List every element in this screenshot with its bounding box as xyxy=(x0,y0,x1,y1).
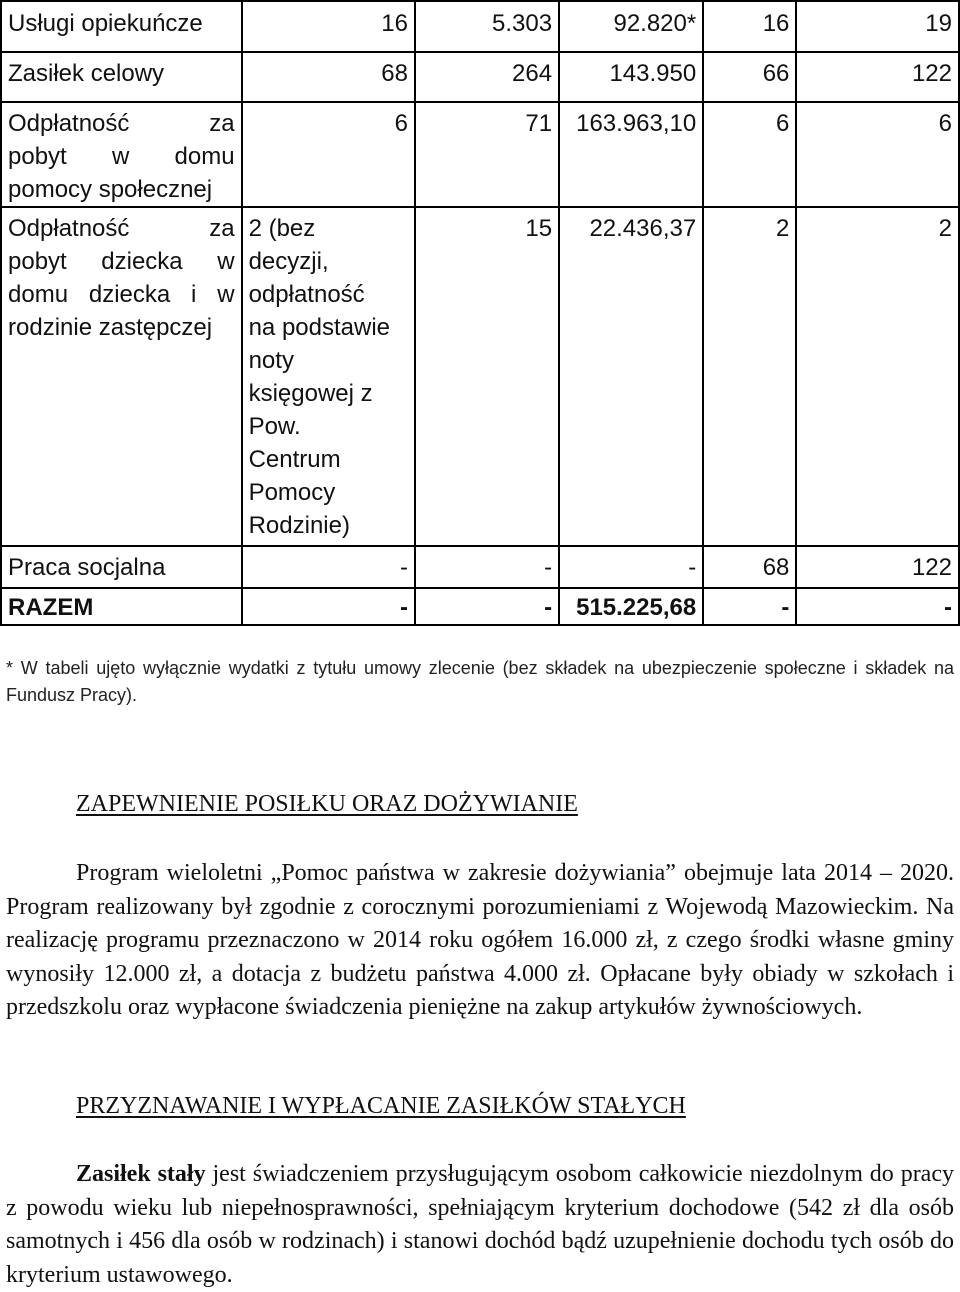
table-row xyxy=(1,207,959,546)
row-name xyxy=(1,207,242,546)
name-word: pobyt xyxy=(8,248,67,275)
cell-value: 2 xyxy=(703,207,796,546)
cell-value: - xyxy=(796,588,959,625)
section-paragraph xyxy=(6,857,954,1025)
name-word: i xyxy=(191,281,197,308)
cell-value: - xyxy=(703,588,796,625)
note-line: księgowej z xyxy=(248,380,373,407)
cell-value: 2 xyxy=(796,207,959,546)
name-line xyxy=(8,140,235,173)
name-line xyxy=(8,278,235,311)
cell-value: - xyxy=(559,546,703,588)
cell-value: 22.436,37 xyxy=(559,207,703,546)
cell-value: 6 xyxy=(796,102,959,207)
note-line: 2 (bez xyxy=(248,215,316,242)
cell-value: 66 xyxy=(703,52,796,102)
table-row xyxy=(1,52,959,102)
cell-value: - xyxy=(415,546,559,588)
cell-value: 163.963,10 xyxy=(559,102,703,207)
row-name: RAZEM xyxy=(1,588,242,625)
name-line: rodzinie zastępczej xyxy=(8,314,213,341)
name-word: domu xyxy=(8,281,69,308)
cell-value: 15 xyxy=(415,207,559,546)
name-word: Odpłatność xyxy=(8,215,130,242)
note-line: Centrum xyxy=(248,446,341,473)
name-word: dziecka xyxy=(101,248,183,275)
row-name: Usługi opiekuńcze xyxy=(1,1,242,52)
cell-value: 68 xyxy=(242,52,415,102)
paragraph-lead: Zasiłek stały xyxy=(76,1161,206,1187)
note-line: Rodzinie) xyxy=(248,512,350,539)
cell-value: 6 xyxy=(242,102,415,207)
name-line: pomocy społecznej xyxy=(8,176,213,203)
cell-value: 16 xyxy=(703,1,796,52)
name-word: Odpłatność xyxy=(8,110,130,137)
paragraph-text: Program wieloletni „Pomoc państwa w zakresie dożywiania” obejmuje lata 2014 – 2020. Program realizowany był zgodnie z corocznymi porozumieniami z Wojewodą Mazowieckim. Na realizację programu przeznaczono w 2014 roku ogółem 16.000 zł, z czego środki własne gminy wynosiły 12.000 zł, a dotacja z budżetu państwa 4.000 zł. Opłacane były obiady w szkołach i przedszkolu oraz wypłacone świadczenia pieniężne na zakup artykułów żywnościowych. xyxy=(6,860,954,1020)
name-line xyxy=(8,107,235,140)
name-word: pobyt xyxy=(8,143,67,170)
cell-value: - xyxy=(415,588,559,625)
paragraph-text: jest świadczeniem przysługującym osobom całkowicie niezdolnym do pracy z powodu wieku lub niepełnosprawności, spełniającym kryterium dochodowe (542 zł dla osób samotnych i 456 dla osób w rodzinach) i stanowi dochód bądź uzupełnienie dochodu tych osób do kryterium ustawowego. xyxy=(6,1161,954,1288)
cell-value: 71 xyxy=(415,102,559,207)
name-word: za xyxy=(209,110,235,137)
table-row xyxy=(1,546,959,588)
services-table xyxy=(0,0,960,626)
note-line: noty xyxy=(248,347,294,374)
section-paragraph xyxy=(6,1158,954,1292)
cell-value: 6 xyxy=(703,102,796,207)
cell-value: 19 xyxy=(796,1,959,52)
cell-value: 92.820* xyxy=(559,1,703,52)
name-word: domu xyxy=(174,143,235,170)
note-line: decyzji, xyxy=(248,248,329,275)
row-name: Praca socjalna xyxy=(1,546,242,588)
name-line xyxy=(8,212,235,245)
cell-value: 515.225,68 xyxy=(559,588,703,625)
cell-value: 68 xyxy=(703,546,796,588)
note-line: odpłatność xyxy=(248,281,365,308)
cell-value: - xyxy=(242,588,415,625)
name-word: w xyxy=(217,281,235,308)
row-name xyxy=(1,102,242,207)
cell-note xyxy=(242,207,415,546)
cell-value: 122 xyxy=(796,52,959,102)
cell-value: 264 xyxy=(415,52,559,102)
name-word: za xyxy=(209,215,235,242)
table-footnote: * W tabeli ujęto wyłącznie wydatki z tytułu umowy zlecenie (bez składek na ubezpieczenie społeczne i składek na Fundusz Pracy). xyxy=(6,658,954,705)
cell-value: 122 xyxy=(796,546,959,588)
row-name: Zasiłek celowy xyxy=(1,52,242,102)
section-heading: PRZYZNAWANIE I WYPŁACANIE ZASIŁKÓW STAŁYCH xyxy=(76,1093,686,1119)
note-line: Pomocy xyxy=(248,479,336,506)
name-line xyxy=(8,245,235,278)
name-word: w xyxy=(217,248,235,275)
table-row xyxy=(1,1,959,52)
name-word: w xyxy=(111,143,130,170)
total-row xyxy=(1,588,959,625)
cell-value: 16 xyxy=(242,1,415,52)
name-word: dziecka xyxy=(88,281,171,308)
note-line: na podstawie xyxy=(248,314,391,341)
section-heading: ZAPEWNIENIE POSIŁKU ORAZ DOŻYWIANIE xyxy=(76,791,578,817)
cell-value: - xyxy=(242,546,415,588)
cell-value: 5.303 xyxy=(415,1,559,52)
cell-value: 143.950 xyxy=(559,52,703,102)
table-row xyxy=(1,102,959,207)
note-line: Pow. xyxy=(248,413,301,440)
